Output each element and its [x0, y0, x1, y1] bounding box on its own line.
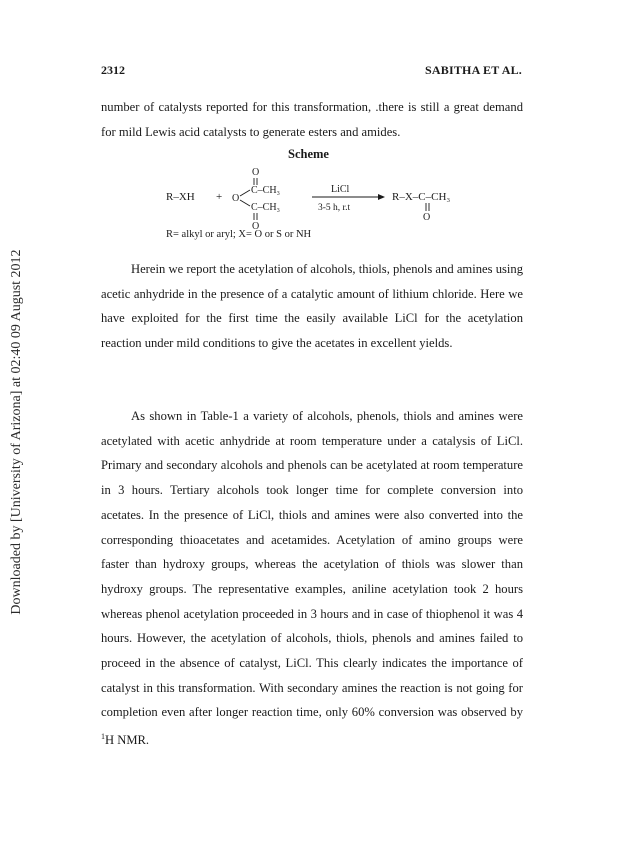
paragraph-text-wrapper	[101, 404, 523, 753]
anhydride-bottom-oxygen: O	[252, 221, 260, 230]
conditions-label: 3-5 h, r.t	[318, 203, 351, 213]
lower-acyl-group: C–CH₃	[251, 202, 281, 213]
reaction-scheme	[160, 162, 480, 230]
anhydride-top-oxygen: O	[252, 167, 260, 178]
bridge-bond-down	[240, 200, 250, 206]
plus-sign: +	[216, 191, 223, 203]
scheme-title: Scheme	[288, 147, 329, 161]
running-header-authors: SABITHA ET AL.	[425, 63, 522, 77]
paragraph-results	[101, 404, 523, 753]
paragraph-text: As shown in Table-1 a variety of alcohols, phenols, thiols and amines were acetylated with acetic anhydride at room temperature under a catalysis of LiCl. Primary and secondary alcohols and phenols can be acetylated at room temperature in 3 hours. Tertiary alcohols took longer time for complete conversion into acetates. In the presence of LiCl, thiols and amines were also converted into the corresponding thioacetates and acetamides. Acetylation of amino groups were faster than hydroxy groups, whereas the acetylation of thiols was slower than hydroxy groups. The representative examples, aniline acetylation took 2 hours whereas phenol acetylation proceeded in 3 hours and in case of thiophenol it was 4 hours. However, the acetylation of alcohols, thiols, phenols and amines failed to proceed in the absence of catalyst, LiCl. This clearly indicates the importance of catalyst in this transformation. With secondary amines the reaction is not going for completion even after longer reaction time, only 60% conversion was observed by	[101, 409, 523, 720]
bridge-bond-up	[240, 190, 250, 196]
upper-acyl-group: C–CH₃	[251, 185, 281, 196]
paragraph-tail: H NMR.	[105, 733, 150, 748]
reactant-label: R–XH	[166, 191, 195, 203]
paragraph-text: Herein we report the acetylation of alcohols, thiols, phenols and amines using acetic anhydride in the presence of a catalytic amount of lithium chloride. Here we have exploited for the first time the easily available LiCl for the acetylation reaction under mild conditions to give the acetates in excellent yields.	[101, 262, 523, 351]
bridge-oxygen: O	[232, 193, 240, 204]
scheme-legend: R= alkyl or aryl; X= O or S or NH	[166, 229, 312, 240]
paragraph-text: number of catalysts reported for this transformation, .there is still a great demand for mild Lewis acid catalysts to generate esters and amides.	[101, 100, 523, 139]
paragraph-introduction	[101, 257, 523, 356]
nmr-superscript: 1	[101, 732, 105, 742]
reagent-label: LiCl	[331, 184, 350, 195]
product-oxygen: O	[423, 212, 431, 223]
download-watermark: Downloaded by [University of Arizona] at 02:40 09 August 2012	[9, 249, 24, 615]
page-number: 2312	[101, 63, 125, 77]
paragraph-continuation	[101, 95, 523, 144]
arrow-head	[378, 194, 385, 200]
product-label: R–X–C–CH₃	[392, 191, 451, 203]
